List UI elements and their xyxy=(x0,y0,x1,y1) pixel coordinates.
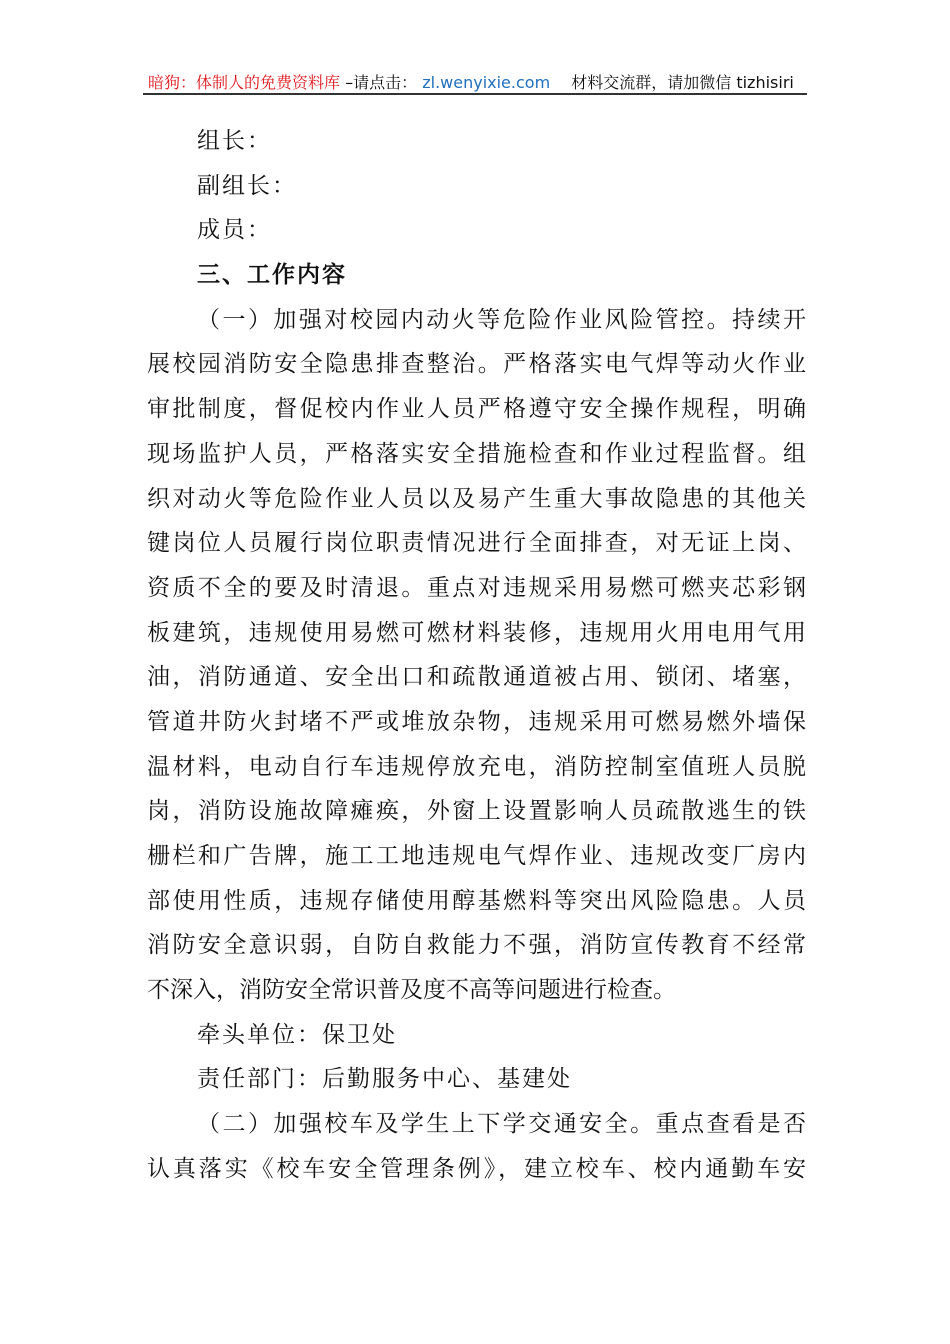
paragraph-line: 部使用性质，违规存储使用醇基燃料等突出风险隐患。人员 xyxy=(147,887,806,914)
responsible-dept-line: 责任部门：后勤服务中心、基建处 xyxy=(197,1066,572,1093)
paragraph-line: 织对动火等危险作业人员以及易产生重大事故隐患的其他关 xyxy=(147,485,806,512)
paragraph-line: 现场监护人员，严格落实安全措施检查和作业过程监督。组 xyxy=(147,440,806,467)
members-line: 成员： xyxy=(197,217,272,244)
paragraph-line: 审批制度，督促校内作业人员严格遵守安全操作规程，明确 xyxy=(147,396,806,423)
document-body xyxy=(147,119,806,1192)
paragraph-line: 消防安全意识弱，自防自救能力不强，消防宣传教育不经常 xyxy=(147,932,806,959)
paragraph-line: 油，消防通道、安全出口和疏散通道被占用、锁闭、堵塞， xyxy=(147,664,806,691)
paragraph-line: （一）加强对校园内动火等危险作业风险管控。持续开 xyxy=(197,306,806,333)
header-brand: 暗狗：体制人的免费资料库 xyxy=(148,73,341,92)
paragraph-line: 资质不全的要及时清退。重点对违规采用易燃可燃夹芯彩钢 xyxy=(147,574,806,601)
deputy-line: 副组长： xyxy=(197,172,297,199)
paragraph-1 xyxy=(147,298,806,1013)
lead-unit-line: 牵头单位：保卫处 xyxy=(197,1021,397,1048)
header-contact: 材料交流群，请加微信 tizhisiri xyxy=(571,73,794,92)
paragraph-2 xyxy=(147,1102,806,1191)
paragraph-line: 栅栏和广告牌，施工工地违规电气焊作业、违规改变厂房内 xyxy=(147,843,806,869)
leader-line: 组长： xyxy=(197,128,272,154)
paragraph-line: 岗，消防设施故障瘫痪，外窗上设置影响人员疏散逃生的铁 xyxy=(147,798,806,825)
section-title: 三、工作内容 xyxy=(197,262,347,289)
paragraph-line: 板建筑，违规使用易燃可燃材料装修，违规用火用电用气用 xyxy=(147,619,806,646)
paragraph-line: 键岗位人员履行岗位职责情况进行全面排查，对无证上岗、 xyxy=(147,530,806,557)
paragraph-line: 展校园消防安全隐患排查整治。严格落实电气焊等动火作业 xyxy=(147,351,806,378)
header-divider xyxy=(143,93,807,95)
paragraph-line: 认真落实《校车安全管理条例》，建立校车、校内通勤车安 xyxy=(147,1155,806,1182)
paragraph-line: （二）加强校车及学生上下学交通安全。重点查看是否 xyxy=(197,1111,806,1138)
paragraph-line: 不深入，消防安全常识普及度不高等问题进行检查。 xyxy=(147,977,676,1004)
paragraph-line: 温材料，电动自行车违规停放充电，消防控制室值班人员脱 xyxy=(147,753,806,780)
header-click-prefix: –请点击： xyxy=(345,73,418,92)
header-url-link[interactable]: zl.wenyixie.com xyxy=(422,73,551,92)
page-header xyxy=(148,70,808,93)
paragraph-line: 管道井防火封堵不严或堆放杂物，违规采用可燃易燃外墙保 xyxy=(147,708,806,735)
